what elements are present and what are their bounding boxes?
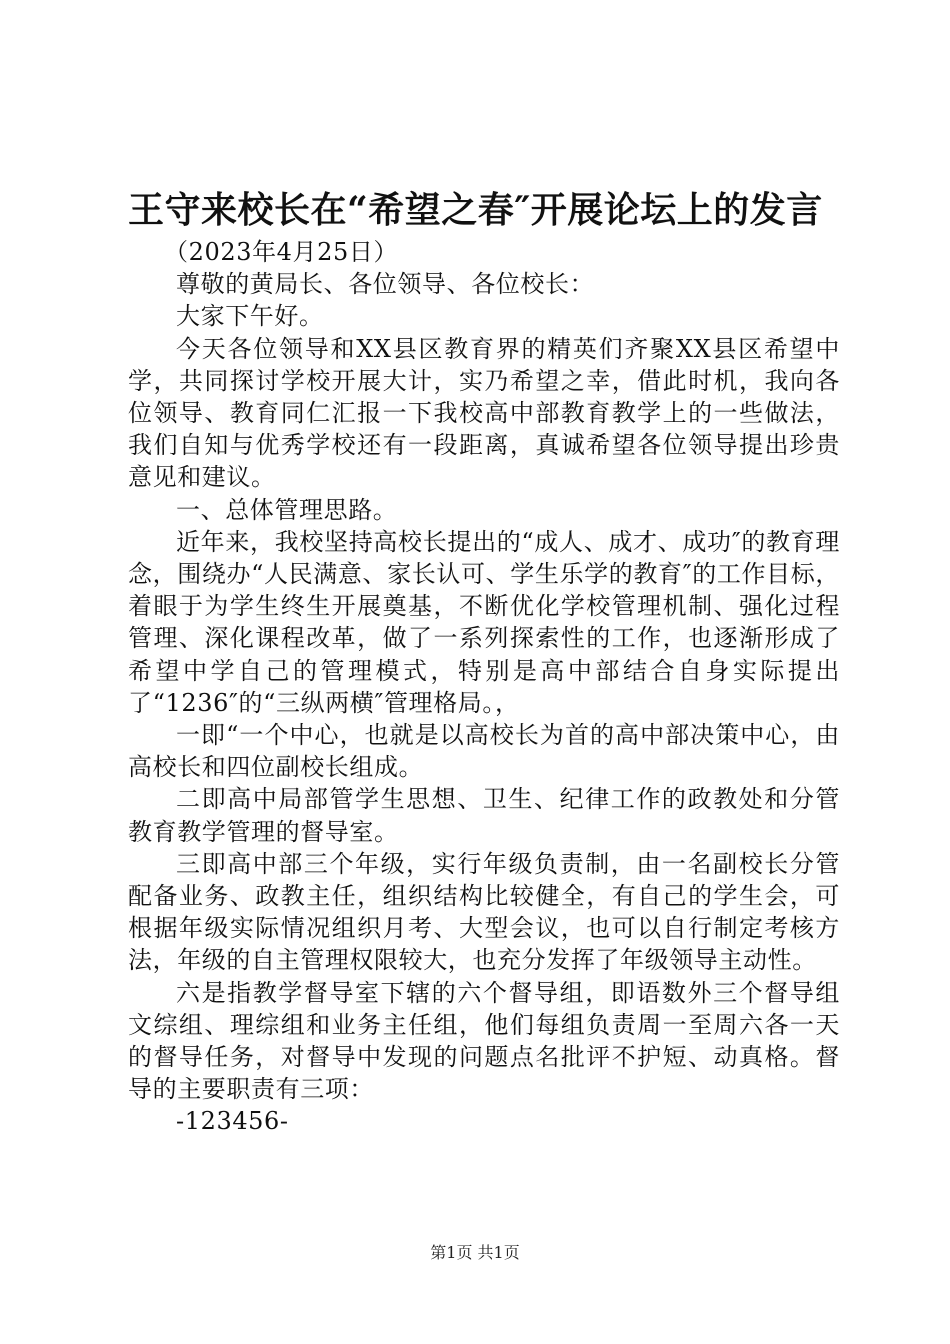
- structure-item-two: 二即高中局部管学生思想、卫生、纪律工作的政教处和分管教育教学管理的督导室。: [128, 785, 840, 846]
- intro-paragraph: 今天各位领导和XX县区教育界的精英们齐聚XX县区希望中学，共同探讨学校开展大计，实乃希望之幸，借此时机，我向各位领导、教育同仁汇报一下我校高中部教育教学上的一些做法，我们自知与优秀学校还有一段距离，真诚希望各位领导提出珍贵意见和建议。: [128, 334, 840, 492]
- speech-date: （2023年4月25日）: [164, 238, 399, 266]
- section-heading: 一、总体管理思路。: [176, 495, 398, 524]
- page-marker: -123456-: [176, 1107, 289, 1136]
- structure-item-one: 一即“一个中心，也就是以高校长为首的高中部决策中心，由高校长和四位副校长组成。: [128, 721, 840, 782]
- philosophy-paragraph: 近年来，我校坚持高校长提出的“成人、成才、成功″的教育理念，围绕办“人民满意、家长认可、学生乐学的教育″的工作目标，着眼于为学生终生开展奠基，不断优化学校管理机制、强化过程管理、深化课程改革，做了一系列探索性的工作，也逐渐形成了希望中学自己的管理模式，特别是高中部结合自身实际提出了“1236″的“三纵两横″管理格局。，: [128, 527, 840, 717]
- structure-item-six: 六是指教学督导室下辖的六个督导组，即语数外三个督导组文综组、理综组和业务主任组，他们每组负责周一至周六各一天的督导任务，对督导中发现的问题点名批评不护短、动真格。督导的主要职责有三项：: [128, 978, 840, 1104]
- document-title: 王守来校长在“希望之春″开展论坛上的发言: [128, 189, 823, 231]
- salutation: 尊敬的黄局长、各位领导、各位校长：: [176, 270, 595, 299]
- structure-item-three: 三即高中部三个年级，实行年级负责制，由一名副校长分管配备业务、政教主任，组织结构比较健全，有自己的学生会，可根据年级实际情况组织月考、大型会议，也可以自行制定考核方法，年级的自主管理权限较大，也充分发挥了年级领导主动性。: [128, 849, 840, 975]
- document-body: [128, 236, 840, 1138]
- page-footer: 第1页 共1页: [430, 1243, 520, 1262]
- greeting: 大家下午好。: [176, 302, 324, 331]
